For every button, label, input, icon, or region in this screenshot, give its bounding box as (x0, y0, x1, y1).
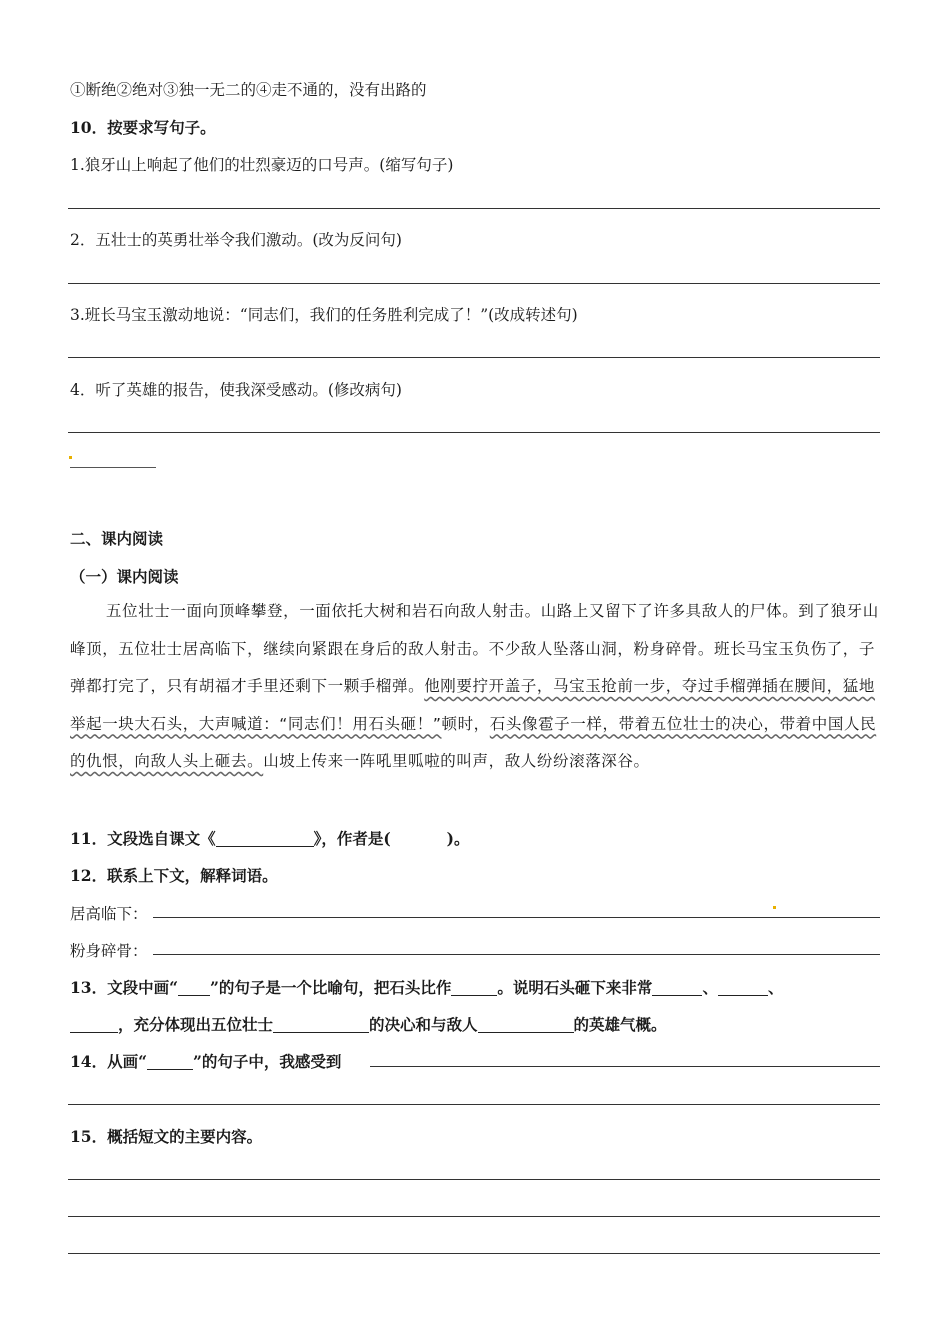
blank[interactable] (147, 1053, 193, 1070)
passage-text: 山坡上传来一阵吼里呱啦的叫声，敌人纷纷滚落深谷。 (263, 752, 650, 770)
blank[interactable] (451, 979, 497, 996)
blank[interactable] (718, 979, 768, 996)
q13-text: 、 (702, 978, 718, 997)
q13-text: 的英雄气概。 (573, 1015, 667, 1034)
answer-line[interactable] (153, 954, 880, 955)
answer-line[interactable] (68, 432, 880, 433)
question-13-line1 (70, 976, 783, 998)
answer-line[interactable] (68, 1253, 880, 1254)
section-title: 二、课内阅读 (70, 529, 164, 548)
blank[interactable] (178, 979, 210, 996)
underlined-sentence-2: 石头像雹子一样，带着五位壮士的决心，带着中国人民的仇恨，向敌人头上砸去。 (70, 714, 877, 770)
answer-line[interactable] (68, 1104, 880, 1105)
q13-text: 13．文段中画“ (70, 978, 178, 997)
question-11 (70, 827, 470, 849)
blank[interactable] (70, 1016, 118, 1033)
question-13-line2 (70, 1013, 667, 1035)
blank[interactable] (273, 1016, 369, 1033)
blank[interactable] (478, 1016, 574, 1033)
q10-title: 10．按要求写句子。 (70, 118, 216, 137)
question-15-title: 15．概括短文的主要内容。 (70, 1127, 263, 1146)
answer-line[interactable] (68, 1216, 880, 1217)
section-subtitle: （一）课内阅读 (70, 567, 179, 586)
q12-word-2: 粉身碎骨： (70, 942, 148, 960)
question-14 (70, 1050, 341, 1072)
q10-item-1: 1.狼牙山上响起了他们的壮烈豪迈的口号声。(缩写句子) (70, 156, 454, 174)
q9-options: ①断绝②绝对③独一无二的④走不通的，没有出路的 (70, 81, 427, 99)
blank[interactable] (216, 830, 314, 847)
blank[interactable] (652, 979, 702, 996)
q10-item-2: 2．五壮士的英勇壮举令我们激动。(改为反问句) (70, 231, 402, 249)
marker-dot (773, 906, 776, 909)
q13-text: ”的句子是一个比喻句，把石头比作 (210, 978, 452, 997)
q11-text: 11．文段选自课文《 (70, 829, 216, 848)
question-12-title: 12．联系上下文，解释词语。 (70, 866, 278, 885)
answer-line[interactable] (68, 1179, 880, 1180)
q13-text: 。说明石头砸下来非常 (497, 978, 653, 997)
q13-text: 、 (767, 978, 784, 997)
answer-line[interactable] (68, 357, 880, 358)
answer-line[interactable] (68, 208, 880, 209)
passage-text: 顿时， (441, 714, 490, 733)
q14-text: 14．从画“ (70, 1052, 147, 1071)
q11-text: 》，作者是( (313, 829, 391, 848)
q12-word-1: 居高临下： (70, 905, 148, 923)
q14-text: ”的句子中，我感受到 (193, 1052, 342, 1071)
answer-line[interactable] (370, 1066, 880, 1067)
passage-text: 五位壮士一面向顶峰攀登，一面依托大树和岩石向敌人射击。山路上又留下了许多具敌人的尸体。到了狼牙山峰顶，五位壮士居高临下，继续向紧跟在身后的敌人射击。不少敌人坠落山洞，粉身碎骨。班长马宝玉负伤了，子弹都打完了，只有胡福才手里还剩下一颗手榴弹。 (70, 602, 879, 695)
answer-line[interactable] (153, 917, 880, 918)
marker-dot (69, 456, 72, 459)
q10-item-3: 3.班长马宝玉激动地说：“同志们，我们的任务胜利完成了！”(改成转述句) (70, 306, 578, 324)
footnote-separator (70, 467, 156, 468)
q13-text: ，充分体现出五位壮士 (118, 1015, 274, 1034)
q11-text: )。 (446, 829, 470, 848)
reading-passage (70, 593, 882, 781)
q10-item-4: 4．听了英雄的报告，使我深受感动。(修改病句) (70, 381, 402, 399)
underlined-sentence-1: 他刚要拧开盖子，马宝玉抢前一步，夺过手榴弹插在腰间，猛地举起一块大石头，大声喊道：“同志们！用石头砸！” (70, 677, 876, 733)
answer-line[interactable] (68, 283, 880, 284)
q13-text: 的决心和与敌人 (369, 1015, 478, 1034)
